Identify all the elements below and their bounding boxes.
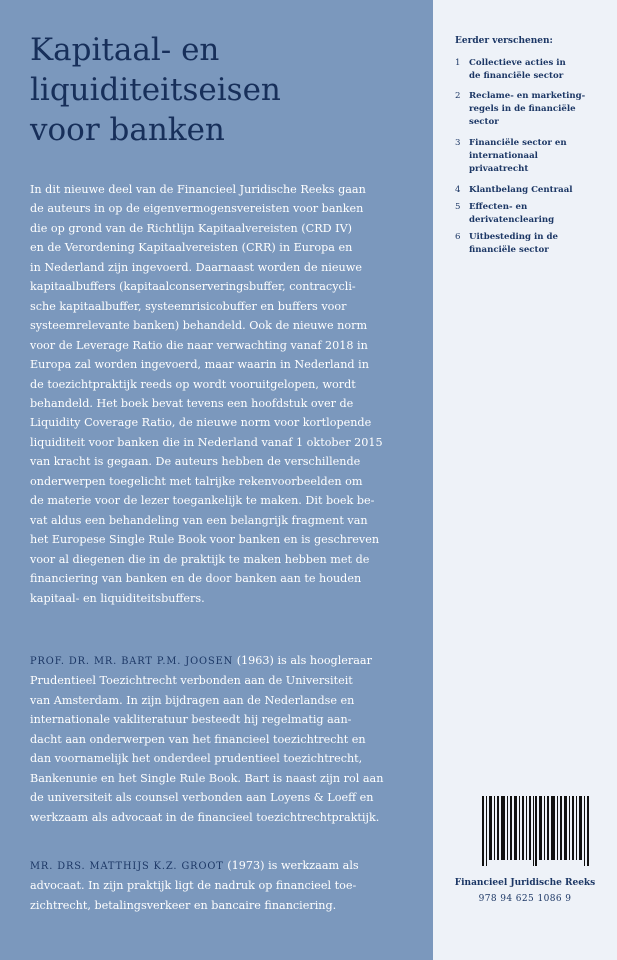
book-number: 6 [455, 232, 461, 242]
description-line: voor al diegenen die in de praktijk te maken hebben met de [30, 552, 370, 566]
author-bio-line: van Amsterdam. In zijn bijdragen aan de Nederlandse en [30, 693, 355, 707]
book-number: 3 [455, 138, 461, 148]
book-title-text [469, 57, 617, 83]
author-bio-line: dan voornamelijk het onderdeel prudentieel toezichtrecht, [30, 752, 363, 766]
author-bio-line: advocaat. In zijn praktijk ligt de nadruk op financieel toe- [30, 879, 357, 893]
book-title-line: Financiële sector en [469, 138, 567, 148]
book-title-line: financiële sector [469, 245, 549, 255]
description-line: en de Verordening Kapitaalvereisten (CRR) in Europa en [30, 241, 353, 255]
author-bio-line: zichtrecht, betalingsverkeer en bancaire financiering. [30, 898, 337, 912]
description-line: in Nederland zijn ingevoerd. Daarnaast worden de nieuwe [30, 260, 362, 274]
book-description [30, 180, 426, 608]
author-bio-first-line [30, 651, 426, 671]
description-line: kapitaalbuffers (kapitaalconserveringsbuffer, contracycli- [30, 280, 356, 294]
description-line: onderwerpen toegelicht met talrijke rekenvoorbeelden om [30, 474, 363, 488]
series-list-heading: Eerder verschenen: [455, 36, 553, 46]
description-line: financiering van banken en de door banken aan te houden [30, 572, 362, 586]
book-number: 1 [455, 58, 461, 68]
description-line: behandeld. Het boek bevat tevens een hoofdstuk over de [30, 396, 354, 410]
author-bio-line: dacht aan onderwerpen van het financieel toezichtrecht en [30, 732, 366, 746]
book-title-line: privaatrecht [469, 164, 529, 174]
isbn-number: 978 94 625 1086 9 [478, 894, 572, 904]
author-bio-line: Prudentieel Toezichtrecht verbonden aan de Universiteit [30, 674, 353, 688]
book-title-text [469, 184, 617, 197]
book-title-line: de financiële sector [469, 71, 564, 81]
book-title-line: regels in de financiële [469, 104, 576, 114]
author-name: MR. DRS. MATTHIJS K.Z. GROOT [30, 861, 224, 872]
description-line: de materie voor de lezer toegankelijk te maken. Dit boek be- [30, 494, 375, 508]
book-title-line: Klantbelang Centraal [469, 185, 573, 195]
description-line: de toezichtpraktijk reeds op wordt vooruitgelopen, wordt [30, 377, 356, 391]
book-title-line: Reclame- en marketing- [469, 91, 586, 101]
book-title-line: Collectieve acties in [469, 58, 566, 68]
book-title-line: Uitbesteding in de [469, 232, 558, 242]
author-bio-joosen [30, 651, 426, 827]
book-title-text [469, 137, 617, 176]
description-line: van kracht is gegaan. De auteurs hebben de verschillende [30, 455, 361, 469]
author-bio-groot [30, 856, 426, 915]
book-number: 2 [455, 91, 461, 101]
book-title-line: derivatenclearing [469, 215, 555, 225]
book-title-text [469, 201, 617, 227]
author-bio-text: (1963) is als hoogleraar [233, 654, 372, 667]
description-line: kapitaal- en liquiditeitsbuffers. [30, 591, 205, 605]
book-title-line: sector [469, 117, 499, 127]
author-bio-text: (1973) is werkzaam als [223, 859, 359, 872]
author-bio-line: Bankenunie en het Single Rule Book. Bart is naast zijn rol aan [30, 771, 384, 785]
description-line: de auteurs in op de eigenvermogensvereisten voor banken [30, 202, 364, 216]
book-title-text [469, 90, 617, 129]
book-title-text [469, 231, 617, 257]
author-bio-line: werkzaam als advocaat in de financieel toezichtrechtpraktijk. [30, 810, 380, 824]
description-line: Liquidity Coverage Ratio, de nieuwe norm voor kortlopende [30, 416, 372, 430]
author-name: PROF. DR. MR. BART P.M. JOOSEN [30, 656, 234, 667]
description-line: sche kapitaalbuffer, systeemrisicobuffer en buffers voor [30, 299, 347, 313]
author-bio-line: de universiteit als counsel verbonden aan Loyens & Loeff en [30, 791, 374, 805]
description-line: Europa zal worden ingevoerd, maar waarin in Nederland in [30, 358, 369, 372]
book-title-line: Effecten- en [469, 202, 528, 212]
author-bio-line: internationale vakliteratuur besteedt hij regelmatig aan- [30, 713, 352, 727]
description-line: die op grond van de Richtlijn Kapitaalvereisten (CRD IV) [30, 221, 353, 235]
description-line: het Europese Single Rule Book voor banken en is geschreven [30, 533, 380, 547]
description-line: In dit nieuwe deel van de Financieel Juridische Reeks gaan [30, 183, 366, 196]
description-line: systeemrelevante banken) behandeld. Ook de nieuwe norm [30, 319, 368, 333]
book-number: 4 [455, 185, 461, 195]
title-line: Kapitaal- en [30, 32, 220, 68]
book-title-line: internationaal [469, 151, 538, 161]
title-line: voor banken [30, 112, 225, 148]
title-line: liquiditeitseisen [30, 72, 281, 108]
author-bio-first-line [30, 856, 426, 876]
series-name: Financieel Juridische Reeks [454, 878, 596, 888]
book-title [30, 30, 420, 150]
description-line: liquiditeit voor banken die in Nederland vanaf 1 oktober 2015 [30, 435, 383, 449]
description-line: voor de Leverage Ratio die naar verwachting vanaf 2018 in [30, 338, 368, 352]
barcode-image [482, 796, 590, 866]
book-number: 5 [455, 202, 461, 212]
description-line: vat aldus een behandeling van een belangrijk fragment van [30, 513, 368, 527]
